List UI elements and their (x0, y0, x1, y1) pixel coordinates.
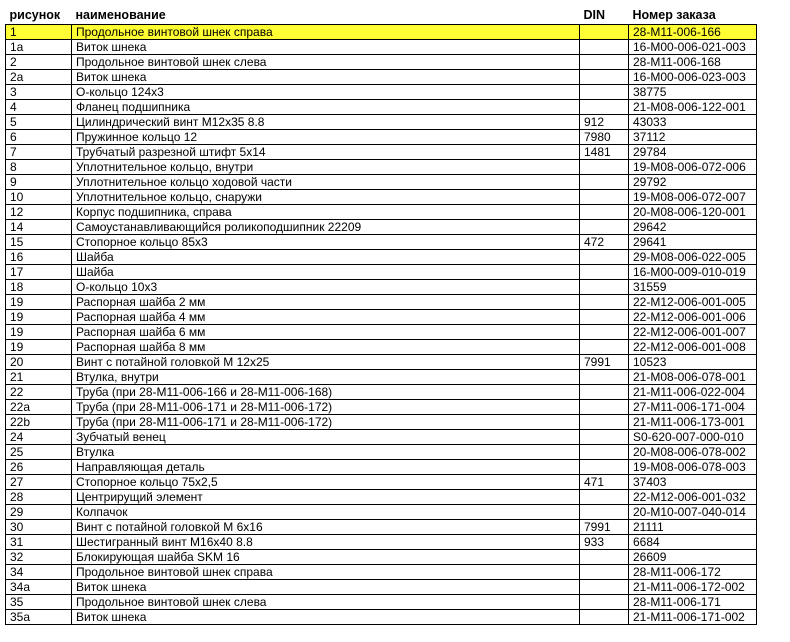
order-number-cell: 16-M00-006-023-003 (629, 70, 757, 85)
din-cell (580, 430, 629, 445)
order-number-cell: 21-M08-006-122-001 (629, 100, 757, 115)
name-cell: Стопорное кольцо 75x2,5 (72, 475, 580, 490)
order-number-cell: 29-M08-006-022-005 (629, 250, 757, 265)
order-number-cell: 26609 (629, 550, 757, 565)
table-row (6, 175, 757, 190)
din-cell (580, 370, 629, 385)
table-row (6, 355, 757, 370)
order-number-cell: 28-M11-006-171 (629, 595, 757, 610)
figure-cell: 35a (6, 610, 72, 625)
name-cell: Виток шнека (72, 610, 580, 625)
figure-cell: 10 (6, 190, 72, 205)
din-cell (580, 175, 629, 190)
order-number-cell: 20-M08-006-078-002 (629, 445, 757, 460)
order-number-cell: 21-M11-006-172-002 (629, 580, 757, 595)
table-row (6, 565, 757, 580)
name-cell: Продольное винтовой шнек справа (72, 565, 580, 580)
table-row (6, 205, 757, 220)
figure-cell: 2 (6, 55, 72, 70)
din-cell: 912 (580, 115, 629, 130)
order-number-cell: 16-M00-006-021-003 (629, 40, 757, 55)
name-cell: Продольное винтовой шнек слева (72, 595, 580, 610)
order-number-cell: 21111 (629, 520, 757, 535)
din-cell (580, 250, 629, 265)
din-cell (580, 580, 629, 595)
order-number-cell: 37112 (629, 130, 757, 145)
name-cell: Втулка, внутри (72, 370, 580, 385)
parts-list (5, 7, 757, 625)
table-row (6, 235, 757, 250)
table-row (6, 250, 757, 265)
name-cell: Шайба (72, 265, 580, 280)
header-din: DIN (580, 7, 629, 25)
table-row (6, 220, 757, 235)
order-number-cell: 29792 (629, 175, 757, 190)
name-cell: Виток шнека (72, 580, 580, 595)
order-number-cell: 22-M12-006-001-032 (629, 490, 757, 505)
order-number-cell: 21-M11-006-171-002 (629, 610, 757, 625)
din-cell (580, 205, 629, 220)
order-number-cell: 21-M08-006-078-001 (629, 370, 757, 385)
din-cell (580, 160, 629, 175)
din-cell (580, 595, 629, 610)
table-row (6, 520, 757, 535)
figure-cell: 12 (6, 205, 72, 220)
order-number-cell: 27-M11-006-171-004 (629, 400, 757, 415)
table-row (6, 340, 757, 355)
table-row (6, 280, 757, 295)
name-cell: Продольное винтовой шнек справа (72, 25, 580, 40)
table-row (6, 85, 757, 100)
order-number-cell: 20-M08-006-120-001 (629, 205, 757, 220)
din-cell (580, 565, 629, 580)
table-row (6, 430, 757, 445)
figure-cell: 28 (6, 490, 72, 505)
din-cell: 472 (580, 235, 629, 250)
name-cell: Распорная шайба 4 мм (72, 310, 580, 325)
din-cell (580, 415, 629, 430)
figure-cell: 18 (6, 280, 72, 295)
din-cell (580, 295, 629, 310)
name-cell: Труба (при 28-M11-006-166 и 28-M11-006-168) (72, 385, 580, 400)
figure-cell: 1 (6, 25, 72, 40)
table-row (6, 490, 757, 505)
table-row (6, 550, 757, 565)
table-row (6, 325, 757, 340)
name-cell: Стопорное кольцо 85x3 (72, 235, 580, 250)
figure-cell: 17 (6, 265, 72, 280)
figure-cell: 8 (6, 160, 72, 175)
figure-cell: 25 (6, 445, 72, 460)
name-cell: Колпачок (72, 505, 580, 520)
figure-cell: 19 (6, 310, 72, 325)
figure-cell: 3 (6, 85, 72, 100)
table-row (6, 70, 757, 85)
figure-cell: 5 (6, 115, 72, 130)
figure-cell: 15 (6, 235, 72, 250)
figure-cell: 20 (6, 355, 72, 370)
figure-cell: 14 (6, 220, 72, 235)
figure-cell: 34 (6, 565, 72, 580)
table-row (6, 475, 757, 490)
din-cell (580, 55, 629, 70)
order-number-cell: 31559 (629, 280, 757, 295)
figure-cell: 29 (6, 505, 72, 520)
din-cell (580, 85, 629, 100)
din-cell: 7991 (580, 520, 629, 535)
order-number-cell: 19-M08-006-078-003 (629, 460, 757, 475)
table-row (6, 295, 757, 310)
name-cell: Корпус подшипника, справа (72, 205, 580, 220)
table-row (6, 610, 757, 625)
order-number-cell: 22-M12-006-001-005 (629, 295, 757, 310)
order-number-cell: 20-M10-007-040-014 (629, 505, 757, 520)
figure-cell: 22a (6, 400, 72, 415)
din-cell (580, 265, 629, 280)
order-number-cell: S0-620-007-000-010 (629, 430, 757, 445)
din-cell (580, 445, 629, 460)
din-cell (580, 70, 629, 85)
table-row (6, 460, 757, 475)
name-cell: Фланец подшипника (72, 100, 580, 115)
name-cell: Винт с потайной головкой M 6x16 (72, 520, 580, 535)
din-cell: 933 (580, 535, 629, 550)
table-row (6, 400, 757, 415)
order-number-cell: 10523 (629, 355, 757, 370)
table-row (6, 445, 757, 460)
figure-cell: 22 (6, 385, 72, 400)
figure-cell: 1a (6, 40, 72, 55)
din-cell (580, 310, 629, 325)
figure-cell: 30 (6, 520, 72, 535)
order-number-cell: 21-M11-006-022-004 (629, 385, 757, 400)
name-cell: О-кольцо 124x3 (72, 85, 580, 100)
figure-cell: 34a (6, 580, 72, 595)
table-row (6, 25, 757, 40)
table-row (6, 415, 757, 430)
name-cell: Распорная шайба 6 мм (72, 325, 580, 340)
table-row (6, 385, 757, 400)
figure-cell: 2a (6, 70, 72, 85)
din-cell: 7980 (580, 130, 629, 145)
figure-cell: 22b (6, 415, 72, 430)
order-number-cell: 21-M11-006-173-001 (629, 415, 757, 430)
header-order-number: Номер заказа (629, 7, 757, 25)
order-number-cell: 22-M12-006-001-008 (629, 340, 757, 355)
figure-cell: 31 (6, 535, 72, 550)
figure-cell: 16 (6, 250, 72, 265)
table-row (6, 505, 757, 520)
header-figure: рисунок (6, 7, 72, 25)
order-number-cell: 16-M00-009-010-019 (629, 265, 757, 280)
table-row (6, 130, 757, 145)
order-number-cell: 29642 (629, 220, 757, 235)
figure-cell: 7 (6, 145, 72, 160)
din-cell (580, 460, 629, 475)
table-row (6, 190, 757, 205)
table-row (6, 100, 757, 115)
din-cell (580, 40, 629, 55)
din-cell (580, 340, 629, 355)
figure-cell: 19 (6, 295, 72, 310)
din-cell (580, 325, 629, 340)
figure-cell: 21 (6, 370, 72, 385)
name-cell: Самоустанавливающийся роликоподшипник 22209 (72, 220, 580, 235)
name-cell: Пружинное кольцо 12 (72, 130, 580, 145)
figure-cell: 32 (6, 550, 72, 565)
figure-cell: 4 (6, 100, 72, 115)
figure-cell: 6 (6, 130, 72, 145)
name-cell: Продольное винтовой шнек слева (72, 55, 580, 70)
din-cell (580, 550, 629, 565)
din-cell (580, 610, 629, 625)
name-cell: Центрирущий элемент (72, 490, 580, 505)
name-cell: Уплотнительное кольцо ходовой части (72, 175, 580, 190)
table-body (6, 25, 757, 625)
name-cell: Блокирующая шайба SKM 16 (72, 550, 580, 565)
din-cell (580, 100, 629, 115)
name-cell: Зубчатый венец (72, 430, 580, 445)
figure-cell: 19 (6, 325, 72, 340)
order-number-cell: 22-M12-006-001-006 (629, 310, 757, 325)
din-cell (580, 25, 629, 40)
order-number-cell: 29784 (629, 145, 757, 160)
order-number-cell: 22-M12-006-001-007 (629, 325, 757, 340)
name-cell: Шайба (72, 250, 580, 265)
din-cell (580, 400, 629, 415)
parts-table (5, 7, 757, 625)
table-row (6, 535, 757, 550)
header-name: наименование (72, 7, 580, 25)
name-cell: Труба (при 28-M11-006-171 и 28-M11-006-172) (72, 400, 580, 415)
name-cell: Уплотнительное кольцо, внутри (72, 160, 580, 175)
order-number-cell: 19-M08-006-072-006 (629, 160, 757, 175)
table-row (6, 115, 757, 130)
order-number-cell: 28-M11-006-172 (629, 565, 757, 580)
din-cell (580, 385, 629, 400)
name-cell: Виток шнека (72, 70, 580, 85)
name-cell: Трубчатый разрезной штифт 5x14 (72, 145, 580, 160)
table-row (6, 370, 757, 385)
order-number-cell: 38775 (629, 85, 757, 100)
din-cell (580, 490, 629, 505)
din-cell (580, 190, 629, 205)
table-row (6, 145, 757, 160)
figure-cell: 19 (6, 340, 72, 355)
din-cell (580, 280, 629, 295)
table-row (6, 310, 757, 325)
table-header-row (6, 7, 757, 25)
name-cell: Уплотнительное кольцо, снаружи (72, 190, 580, 205)
figure-cell: 24 (6, 430, 72, 445)
order-number-cell: 6684 (629, 535, 757, 550)
table-row (6, 595, 757, 610)
table-row (6, 265, 757, 280)
order-number-cell: 37403 (629, 475, 757, 490)
figure-cell: 26 (6, 460, 72, 475)
table-row (6, 40, 757, 55)
table-row (6, 580, 757, 595)
name-cell: О-кольцо 10x3 (72, 280, 580, 295)
figure-cell: 9 (6, 175, 72, 190)
figure-cell: 35 (6, 595, 72, 610)
order-number-cell: 28-M11-006-168 (629, 55, 757, 70)
din-cell: 471 (580, 475, 629, 490)
name-cell: Винт с потайной головкой M 12x25 (72, 355, 580, 370)
order-number-cell: 43033 (629, 115, 757, 130)
figure-cell: 27 (6, 475, 72, 490)
din-cell (580, 220, 629, 235)
order-number-cell: 19-M08-006-072-007 (629, 190, 757, 205)
din-cell: 1481 (580, 145, 629, 160)
table-row (6, 160, 757, 175)
order-number-cell: 28-M11-006-166 (629, 25, 757, 40)
din-cell (580, 505, 629, 520)
order-number-cell: 29641 (629, 235, 757, 250)
name-cell: Шестигранный винт M16x40 8.8 (72, 535, 580, 550)
name-cell: Втулка (72, 445, 580, 460)
name-cell: Распорная шайба 8 мм (72, 340, 580, 355)
name-cell: Цилиндрический винт M12x35 8.8 (72, 115, 580, 130)
name-cell: Труба (при 28-M11-006-171 и 28-M11-006-172) (72, 415, 580, 430)
table-row (6, 55, 757, 70)
din-cell: 7991 (580, 355, 629, 370)
name-cell: Распорная шайба 2 мм (72, 295, 580, 310)
name-cell: Виток шнека (72, 40, 580, 55)
name-cell: Направляющая деталь (72, 460, 580, 475)
